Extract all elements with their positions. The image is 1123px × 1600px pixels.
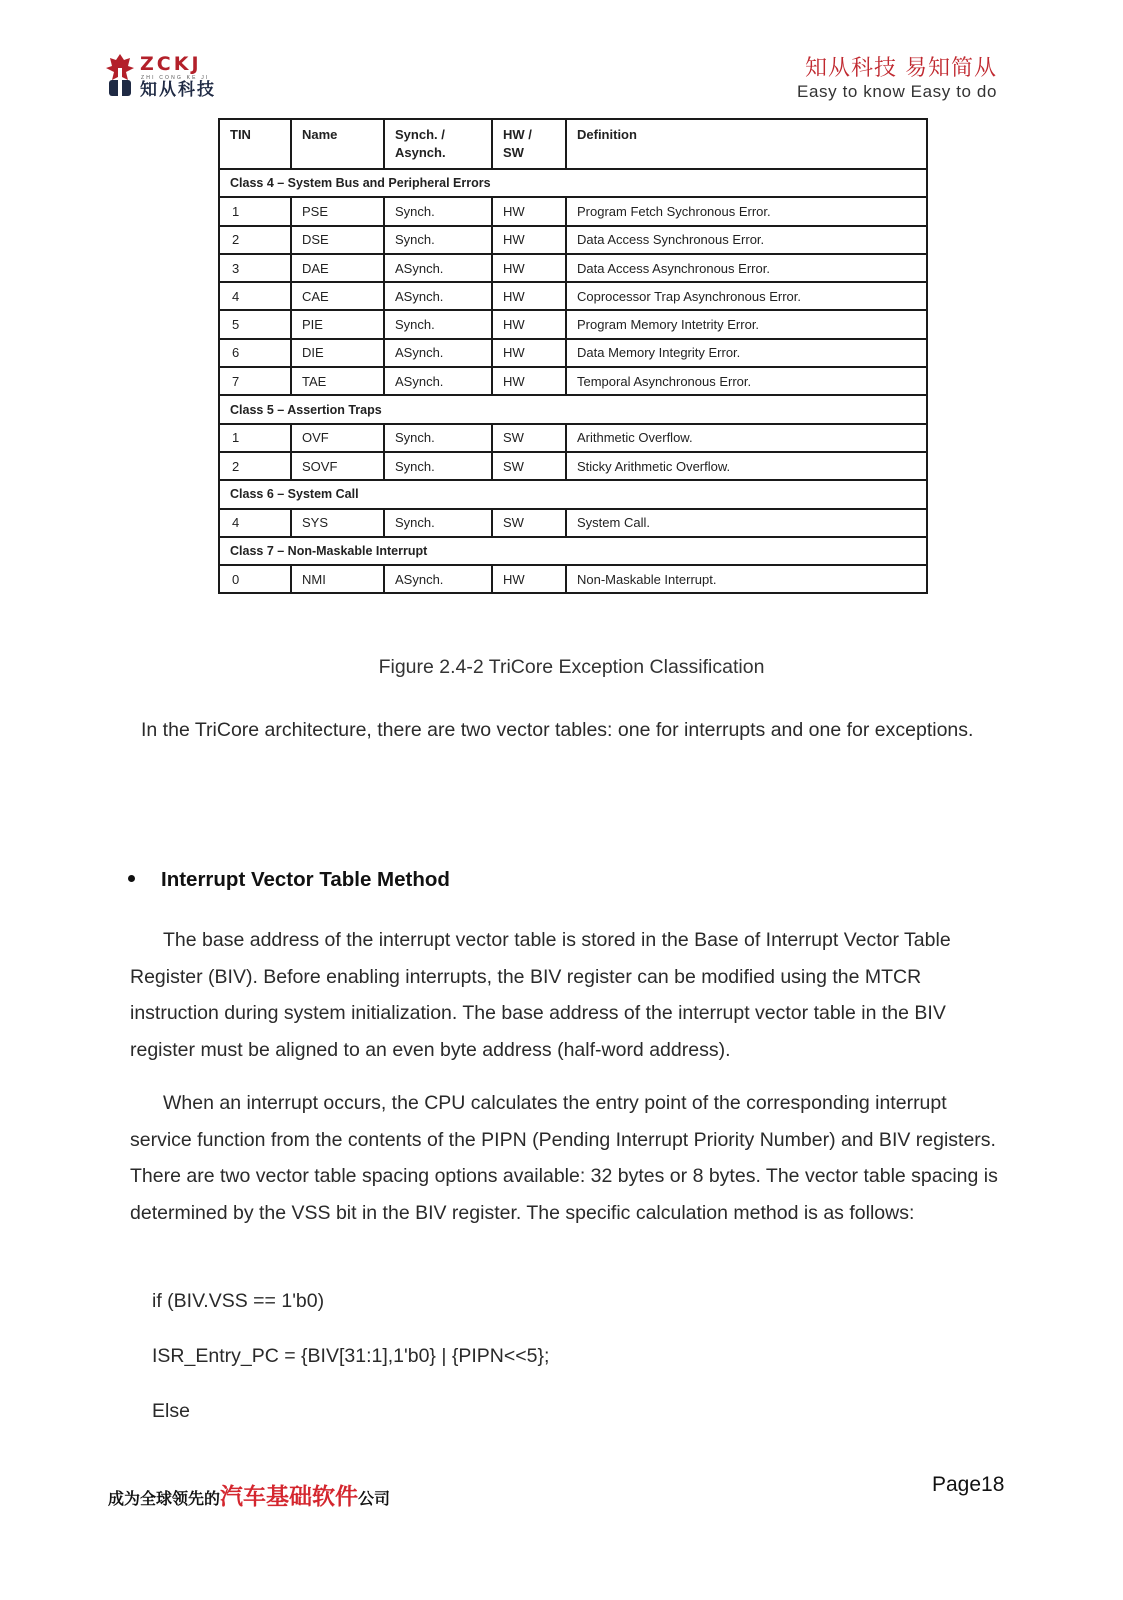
footer-slogan-highlight: 汽车基础软件	[220, 1484, 359, 1510]
cell-name: PSE	[291, 197, 384, 225]
cell-tin: 2	[219, 226, 291, 254]
cell-synch: ASynch.	[384, 565, 492, 593]
company-logo	[106, 52, 246, 100]
cell-tin: 3	[219, 254, 291, 282]
column-header-definition: Definition	[566, 119, 927, 169]
code-line-2: ISR_Entry_PC = {BIV[31:1],1'b0} | {PIPN<<5};	[152, 1345, 550, 1367]
cell-hwsw: HW	[492, 197, 566, 225]
cell-definition: Non-Maskable Interrupt.	[566, 565, 927, 593]
section-heading	[128, 868, 450, 892]
paragraph-biv: The base address of the interrupt vector table is stored in the Base of Interrupt Vector Table Register (BIV). Before enabling interrupts, the BIV register can be modified using the MTCR instruction during system initialization. The base address of the interrupt vector table in the BIV register must be aligned to an even byte address (half-word address).	[130, 929, 951, 1061]
cell-synch: Synch.	[384, 310, 492, 338]
column-header-synch: Synch. / Asynch.	[384, 119, 492, 169]
table-row	[219, 197, 927, 225]
cell-hwsw: HW	[492, 339, 566, 367]
logo-emblem-icon	[106, 54, 134, 98]
cell-name: DAE	[291, 254, 384, 282]
cell-tin: 0	[219, 565, 291, 593]
cell-hwsw: SW	[492, 424, 566, 452]
table-row	[219, 226, 927, 254]
column-header-name: Name	[291, 119, 384, 169]
cell-tin: 6	[219, 339, 291, 367]
slogan-chinese: 知从科技 易知简从	[805, 56, 997, 81]
table-class-row	[219, 480, 927, 508]
cell-tin: 1	[219, 197, 291, 225]
logo-wordmark: ZCKJ	[140, 53, 202, 75]
figure-caption: Figure 2.4-2 TriCore Exception Classification	[378, 656, 765, 678]
table-row	[219, 424, 927, 452]
cell-hwsw: HW	[492, 254, 566, 282]
exception-classification-table	[218, 118, 928, 594]
column-header-hwsw: HW / SW	[492, 119, 566, 169]
table-row	[219, 367, 927, 395]
table-body	[219, 169, 927, 593]
cell-synch: Synch.	[384, 226, 492, 254]
class-title: Class 7 – Non-Maskable Interrupt	[219, 537, 927, 565]
cell-definition: Data Access Asynchronous Error.	[566, 254, 927, 282]
cell-hwsw: HW	[492, 367, 566, 395]
cell-hwsw: HW	[492, 226, 566, 254]
table-row	[219, 509, 927, 537]
bullet-icon	[128, 875, 135, 882]
cell-definition: Program Fetch Sychronous Error.	[566, 197, 927, 225]
cell-definition: System Call.	[566, 509, 927, 537]
footer-slogan	[108, 1478, 390, 1511]
cell-synch: Synch.	[384, 509, 492, 537]
cell-name: DIE	[291, 339, 384, 367]
table-row	[219, 452, 927, 480]
cell-synch: Synch.	[384, 424, 492, 452]
cell-hwsw: HW	[492, 565, 566, 593]
cell-name: SOVF	[291, 452, 384, 480]
table-class-row	[219, 395, 927, 423]
header-slogan	[797, 56, 997, 102]
cell-tin: 5	[219, 310, 291, 338]
cell-name: DSE	[291, 226, 384, 254]
cell-name: CAE	[291, 282, 384, 310]
paragraph-vector-tables: In the TriCore architecture, there are two vector tables: one for interrupts and one for exceptions.	[141, 719, 974, 741]
cell-tin: 4	[219, 282, 291, 310]
class-title: Class 5 – Assertion Traps	[219, 395, 927, 423]
cell-synch: ASynch.	[384, 282, 492, 310]
cell-definition: Data Memory Integrity Error.	[566, 339, 927, 367]
cell-definition: Coprocessor Trap Asynchronous Error.	[566, 282, 927, 310]
cell-synch: ASynch.	[384, 339, 492, 367]
table-class-row	[219, 169, 927, 197]
table-row	[219, 254, 927, 282]
logo-pinyin: ZHI CONG KE JI	[141, 75, 210, 81]
cell-synch: ASynch.	[384, 367, 492, 395]
cell-definition: Sticky Arithmetic Overflow.	[566, 452, 927, 480]
cell-definition: Data Access Synchronous Error.	[566, 226, 927, 254]
footer-slogan-prefix: 成为全球领先的	[108, 1489, 221, 1508]
table-row	[219, 310, 927, 338]
section-heading-text: Interrupt Vector Table Method	[161, 868, 450, 891]
slogan-english: Easy to know Easy to do	[797, 82, 997, 101]
cell-synch: Synch.	[384, 452, 492, 480]
cell-name: SYS	[291, 509, 384, 537]
cell-hwsw: HW	[492, 310, 566, 338]
footer-slogan-suffix: 公司	[358, 1489, 391, 1508]
cell-definition: Arithmetic Overflow.	[566, 424, 927, 452]
class-title: Class 6 – System Call	[219, 480, 927, 508]
cell-tin: 7	[219, 367, 291, 395]
code-line-1: if (BIV.VSS == 1'b0)	[152, 1290, 325, 1312]
page-number: Page18	[932, 1473, 1005, 1496]
code-line-3: Else	[152, 1400, 190, 1422]
class-title: Class 4 – System Bus and Peripheral Errors	[219, 169, 927, 197]
cell-name: TAE	[291, 367, 384, 395]
cell-hwsw: SW	[492, 509, 566, 537]
cell-synch: Synch.	[384, 197, 492, 225]
cell-hwsw: SW	[492, 452, 566, 480]
cell-synch: ASynch.	[384, 254, 492, 282]
column-header-tin: TIN	[219, 119, 291, 169]
cell-tin: 1	[219, 424, 291, 452]
cell-name: PIE	[291, 310, 384, 338]
paragraph-entry-calc: When an interrupt occurs, the CPU calculates the entry point of the corresponding interrupt service function from the contents of the PIPN (Pending Interrupt Priority Number) and BIV registers. There are two vector table spacing options available: 32 bytes or 8 bytes. The vector table spacing is determined by the VSS bit in the BIV register. The specific calculation method is as follows:	[130, 1092, 998, 1224]
table-header-row	[219, 119, 927, 169]
cell-hwsw: HW	[492, 282, 566, 310]
logo-chinese-name: 知从科技	[140, 80, 216, 100]
table-row	[219, 565, 927, 593]
cell-name: OVF	[291, 424, 384, 452]
cell-tin: 2	[219, 452, 291, 480]
table-class-row	[219, 537, 927, 565]
cell-name: NMI	[291, 565, 384, 593]
cell-tin: 4	[219, 509, 291, 537]
cell-definition: Program Memory Intetrity Error.	[566, 310, 927, 338]
cell-definition: Temporal Asynchronous Error.	[566, 367, 927, 395]
table-row	[219, 282, 927, 310]
table-row	[219, 339, 927, 367]
